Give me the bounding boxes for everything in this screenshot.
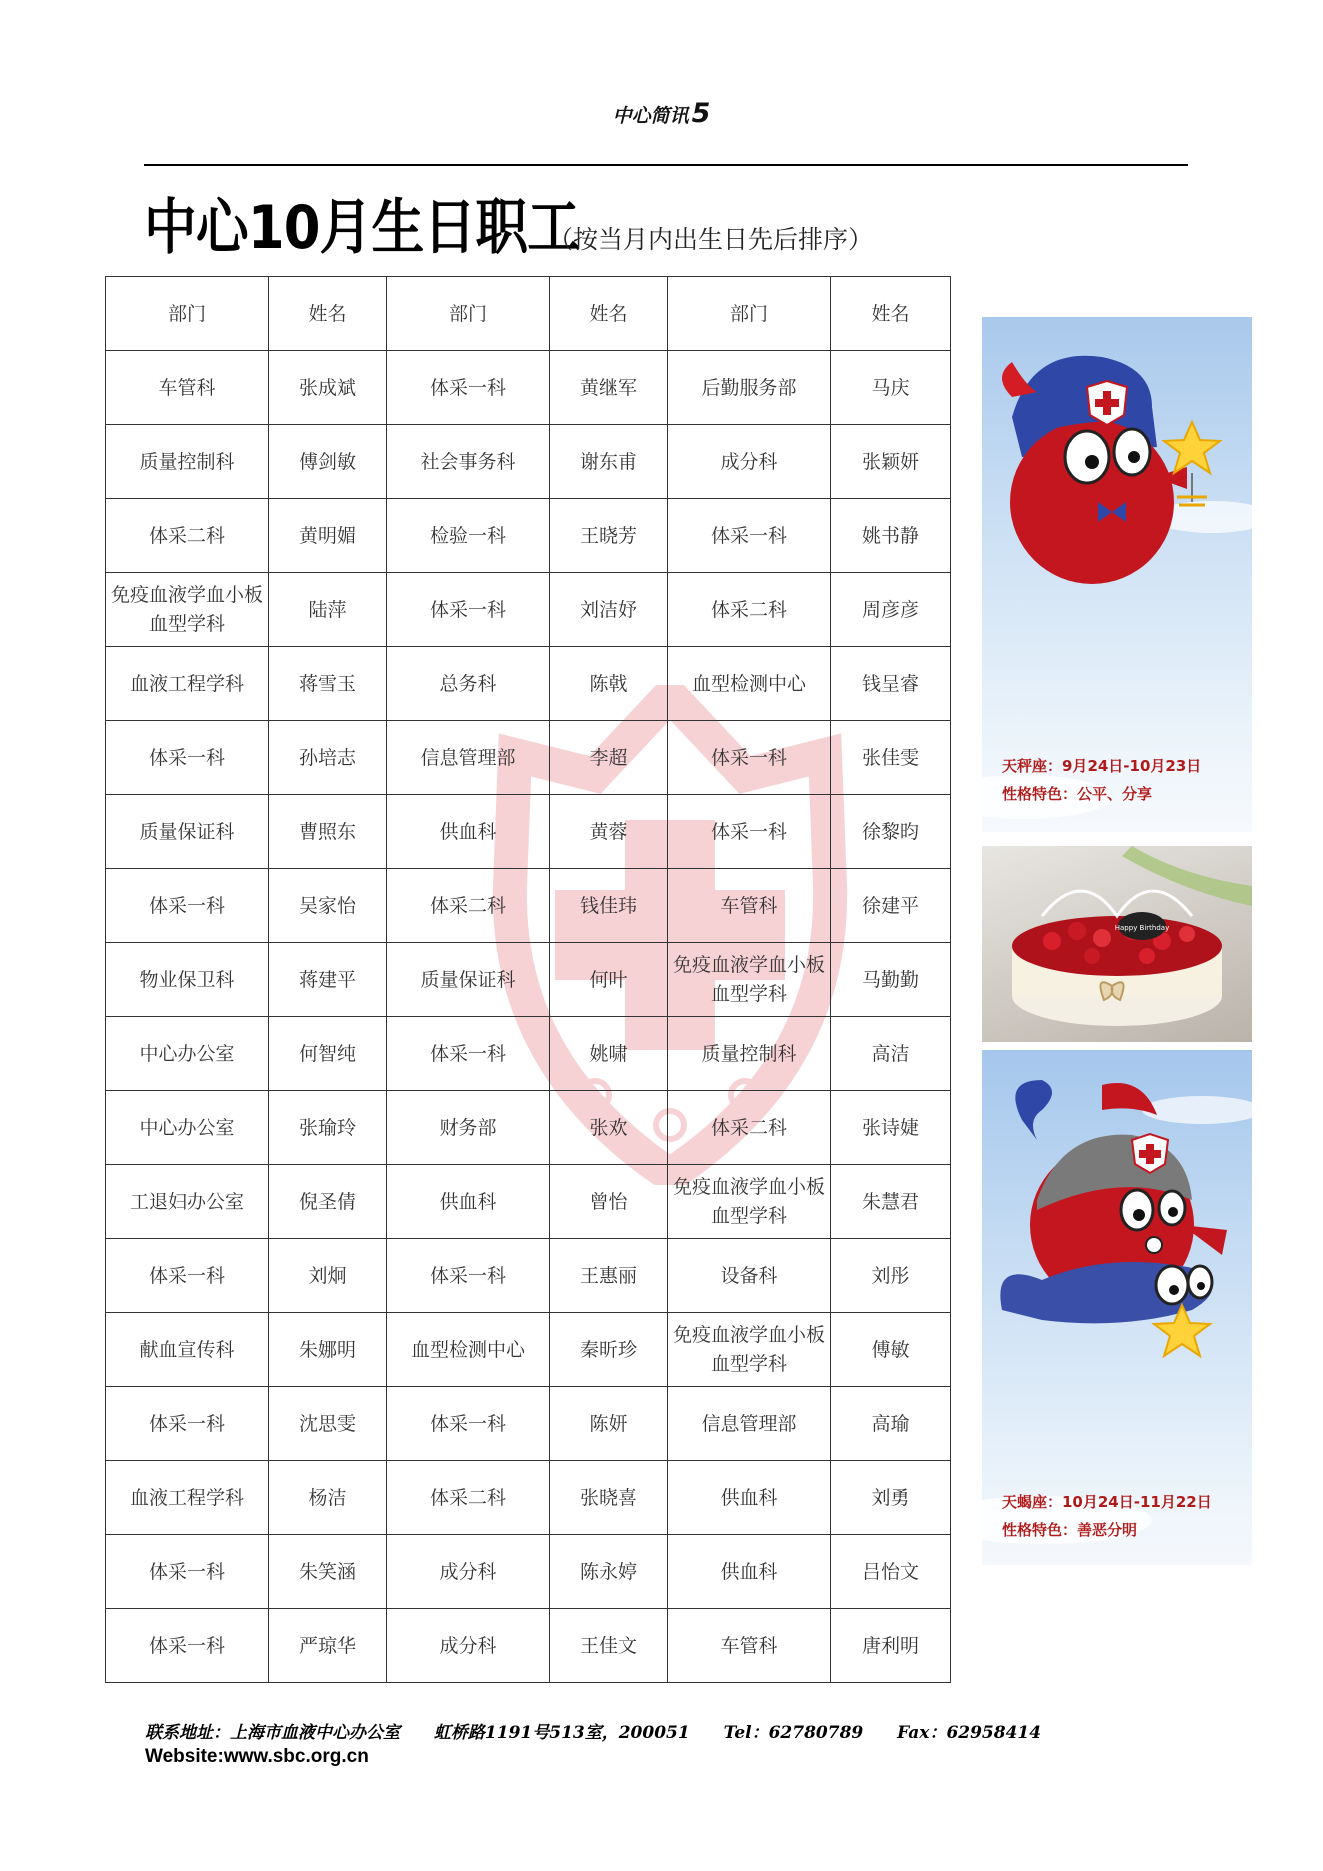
table-row xyxy=(106,1017,951,1091)
department-cell: 体采一科 xyxy=(387,1017,550,1091)
column-header-name: 姓名 xyxy=(550,277,668,351)
column-header-department: 部门 xyxy=(668,277,831,351)
employee-name-cell: 刘勇 xyxy=(831,1461,951,1535)
department-cell: 体采一科 xyxy=(106,1609,269,1683)
department-cell: 中心办公室 xyxy=(106,1017,269,1091)
employee-name-cell: 陈戟 xyxy=(550,647,668,721)
department-cell: 成分科 xyxy=(387,1535,550,1609)
department-cell: 体采一科 xyxy=(106,869,269,943)
department-cell: 总务科 xyxy=(387,647,550,721)
employee-name-cell: 吴家怡 xyxy=(269,869,387,943)
employee-name-cell: 刘彤 xyxy=(831,1239,951,1313)
employee-name-cell: 杨洁 xyxy=(269,1461,387,1535)
employee-name-cell: 李超 xyxy=(550,721,668,795)
cake-plaque-text: Happy Birthday xyxy=(1114,924,1170,932)
department-cell: 体采二科 xyxy=(387,869,550,943)
employee-name-cell: 何智纯 xyxy=(269,1017,387,1091)
department-cell: 免疫血液学血小板血型学科 xyxy=(668,943,831,1017)
birthday-roster-table xyxy=(105,276,951,1683)
department-cell: 信息管理部 xyxy=(668,1387,831,1461)
department-cell: 血液工程学科 xyxy=(106,647,269,721)
employee-name-cell: 傅剑敏 xyxy=(269,425,387,499)
department-cell: 体采一科 xyxy=(668,795,831,869)
header-rule xyxy=(144,164,1188,166)
table-row xyxy=(106,1313,951,1387)
table-row xyxy=(106,1461,951,1535)
employee-name-cell: 张欢 xyxy=(550,1091,668,1165)
libra-traits: 性格特色：公平、分享 xyxy=(1002,785,1153,803)
department-cell: 体采二科 xyxy=(668,1091,831,1165)
employee-name-cell: 蒋建平 xyxy=(269,943,387,1017)
employee-name-cell: 沈思雯 xyxy=(269,1387,387,1461)
employee-name-cell: 倪圣倩 xyxy=(269,1165,387,1239)
page-number: 5 xyxy=(691,98,711,129)
scorpio-zodiac-panel xyxy=(982,1050,1252,1565)
employee-name-cell: 秦昕珍 xyxy=(550,1313,668,1387)
department-cell: 体采一科 xyxy=(387,1239,550,1313)
employee-name-cell: 王惠丽 xyxy=(550,1239,668,1313)
employee-name-cell: 蒋雪玉 xyxy=(269,647,387,721)
department-cell: 设备科 xyxy=(668,1239,831,1313)
footer-address: 联系地址：上海市血液中心办公室 xyxy=(145,1723,400,1743)
department-cell: 体采一科 xyxy=(668,499,831,573)
department-cell: 财务部 xyxy=(387,1091,550,1165)
scorpio-traits: 性格特色：善恶分明 xyxy=(1002,1521,1138,1539)
employee-name-cell: 孙培志 xyxy=(269,721,387,795)
employee-name-cell: 姚书静 xyxy=(831,499,951,573)
department-cell: 体采二科 xyxy=(106,499,269,573)
department-cell: 信息管理部 xyxy=(387,721,550,795)
department-cell: 体采一科 xyxy=(387,573,550,647)
employee-name-cell: 高洁 xyxy=(831,1017,951,1091)
employee-name-cell: 陈妍 xyxy=(550,1387,668,1461)
department-cell: 体采一科 xyxy=(106,721,269,795)
column-header-name: 姓名 xyxy=(269,277,387,351)
employee-name-cell: 何叶 xyxy=(550,943,668,1017)
employee-name-cell: 吕怡文 xyxy=(831,1535,951,1609)
department-cell: 体采二科 xyxy=(668,573,831,647)
department-cell: 供血科 xyxy=(668,1535,831,1609)
table-header-row xyxy=(106,277,951,351)
department-cell: 体采一科 xyxy=(668,721,831,795)
page-subtitle: （按当月内出生日先后排序） xyxy=(548,225,874,254)
department-cell: 检验一科 xyxy=(387,499,550,573)
page-title: 中心10月生日职工 xyxy=(144,193,580,263)
employee-name-cell: 黄明媚 xyxy=(269,499,387,573)
page-header xyxy=(0,98,1323,129)
employee-name-cell: 朱娜明 xyxy=(269,1313,387,1387)
table-row xyxy=(106,943,951,1017)
footer-contact-line xyxy=(145,1718,1067,1743)
table-row xyxy=(106,647,951,721)
table-row xyxy=(106,425,951,499)
table-row xyxy=(106,499,951,573)
department-cell: 后勤服务部 xyxy=(668,351,831,425)
department-cell: 血型检测中心 xyxy=(668,647,831,721)
table-row xyxy=(106,1387,951,1461)
department-cell: 供血科 xyxy=(387,1165,550,1239)
employee-name-cell: 张成斌 xyxy=(269,351,387,425)
department-cell: 成分科 xyxy=(387,1609,550,1683)
employee-name-cell: 曹照东 xyxy=(269,795,387,869)
employee-name-cell: 傅敏 xyxy=(831,1313,951,1387)
department-cell: 质量控制科 xyxy=(668,1017,831,1091)
department-cell: 车管科 xyxy=(668,869,831,943)
employee-name-cell: 张颖妍 xyxy=(831,425,951,499)
employee-name-cell: 刘炯 xyxy=(269,1239,387,1313)
employee-name-cell: 王晓芳 xyxy=(550,499,668,573)
employee-name-cell: 徐黎昀 xyxy=(831,795,951,869)
employee-name-cell: 张晓喜 xyxy=(550,1461,668,1535)
department-cell: 体采一科 xyxy=(106,1535,269,1609)
department-cell: 车管科 xyxy=(668,1609,831,1683)
scorpio-date-range: 天蝎座：10月24日-11月22日 xyxy=(1002,1493,1212,1511)
libra-caption xyxy=(1002,752,1201,808)
department-cell: 免疫血液学血小板血型学科 xyxy=(106,573,269,647)
footer-fax: Fax：62958414 xyxy=(897,1723,1042,1743)
table-row xyxy=(106,1239,951,1313)
table-row xyxy=(106,795,951,869)
department-cell: 物业保卫科 xyxy=(106,943,269,1017)
department-cell: 中心办公室 xyxy=(106,1091,269,1165)
column-header-name: 姓名 xyxy=(831,277,951,351)
employee-name-cell: 黄蓉 xyxy=(550,795,668,869)
employee-name-cell: 唐利明 xyxy=(831,1609,951,1683)
employee-name-cell: 陈永婷 xyxy=(550,1535,668,1609)
department-cell: 体采二科 xyxy=(387,1461,550,1535)
table-row xyxy=(106,573,951,647)
employee-name-cell: 张瑜玲 xyxy=(269,1091,387,1165)
employee-name-cell: 徐建平 xyxy=(831,869,951,943)
employee-name-cell: 陆萍 xyxy=(269,573,387,647)
birthday-cake-photo xyxy=(982,846,1252,1042)
employee-name-cell: 刘洁妤 xyxy=(550,573,668,647)
employee-name-cell: 朱笑涵 xyxy=(269,1535,387,1609)
footer-street: 虹桥路1191号513室，200051 xyxy=(433,1723,690,1743)
scorpio-caption xyxy=(1002,1488,1212,1544)
employee-name-cell: 王佳文 xyxy=(550,1609,668,1683)
employee-name-cell: 张佳雯 xyxy=(831,721,951,795)
employee-name-cell: 谢东甫 xyxy=(550,425,668,499)
employee-name-cell: 马庆 xyxy=(831,351,951,425)
department-cell: 献血宣传科 xyxy=(106,1313,269,1387)
libra-zodiac-panel xyxy=(982,317,1252,832)
table-row xyxy=(106,351,951,425)
roster-body xyxy=(106,277,951,1683)
employee-name-cell: 高瑜 xyxy=(831,1387,951,1461)
employee-name-cell: 曾怡 xyxy=(550,1165,668,1239)
department-cell: 质量保证科 xyxy=(387,943,550,1017)
employee-name-cell: 朱慧君 xyxy=(831,1165,951,1239)
footer-tel: Tel：62780789 xyxy=(723,1723,864,1743)
department-cell: 社会事务科 xyxy=(387,425,550,499)
department-cell: 血型检测中心 xyxy=(387,1313,550,1387)
department-cell: 供血科 xyxy=(387,795,550,869)
newsletter-name: 中心简讯 xyxy=(612,105,689,127)
column-header-department: 部门 xyxy=(106,277,269,351)
table-row xyxy=(106,869,951,943)
department-cell: 质量控制科 xyxy=(106,425,269,499)
department-cell: 体采一科 xyxy=(106,1239,269,1313)
employee-name-cell: 张诗婕 xyxy=(831,1091,951,1165)
cake-illustration xyxy=(982,846,1252,1042)
employee-name-cell: 马勤勤 xyxy=(831,943,951,1017)
department-cell: 供血科 xyxy=(668,1461,831,1535)
department-cell: 免疫血液学血小板血型学科 xyxy=(668,1313,831,1387)
department-cell: 体采一科 xyxy=(387,351,550,425)
department-cell: 成分科 xyxy=(668,425,831,499)
employee-name-cell: 钱佳玮 xyxy=(550,869,668,943)
libra-date-range: 天秤座：9月24日-10月23日 xyxy=(1002,757,1202,775)
footer-website: Website:www.sbc.org.cn xyxy=(145,1746,369,1767)
table-row xyxy=(106,1091,951,1165)
department-cell: 体采一科 xyxy=(106,1387,269,1461)
employee-name-cell: 黄继军 xyxy=(550,351,668,425)
employee-name-cell: 姚啸 xyxy=(550,1017,668,1091)
department-cell: 体采一科 xyxy=(387,1387,550,1461)
table-row xyxy=(106,1165,951,1239)
column-header-department: 部门 xyxy=(387,277,550,351)
employee-name-cell: 周彦彦 xyxy=(831,573,951,647)
department-cell: 工退妇办公室 xyxy=(106,1165,269,1239)
department-cell: 免疫血液学血小板血型学科 xyxy=(668,1165,831,1239)
table-row xyxy=(106,721,951,795)
department-cell: 车管科 xyxy=(106,351,269,425)
table-row xyxy=(106,1609,951,1683)
employee-name-cell: 钱呈睿 xyxy=(831,647,951,721)
department-cell: 质量保证科 xyxy=(106,795,269,869)
employee-name-cell: 严琼华 xyxy=(269,1609,387,1683)
table-row xyxy=(106,1535,951,1609)
department-cell: 血液工程学科 xyxy=(106,1461,269,1535)
